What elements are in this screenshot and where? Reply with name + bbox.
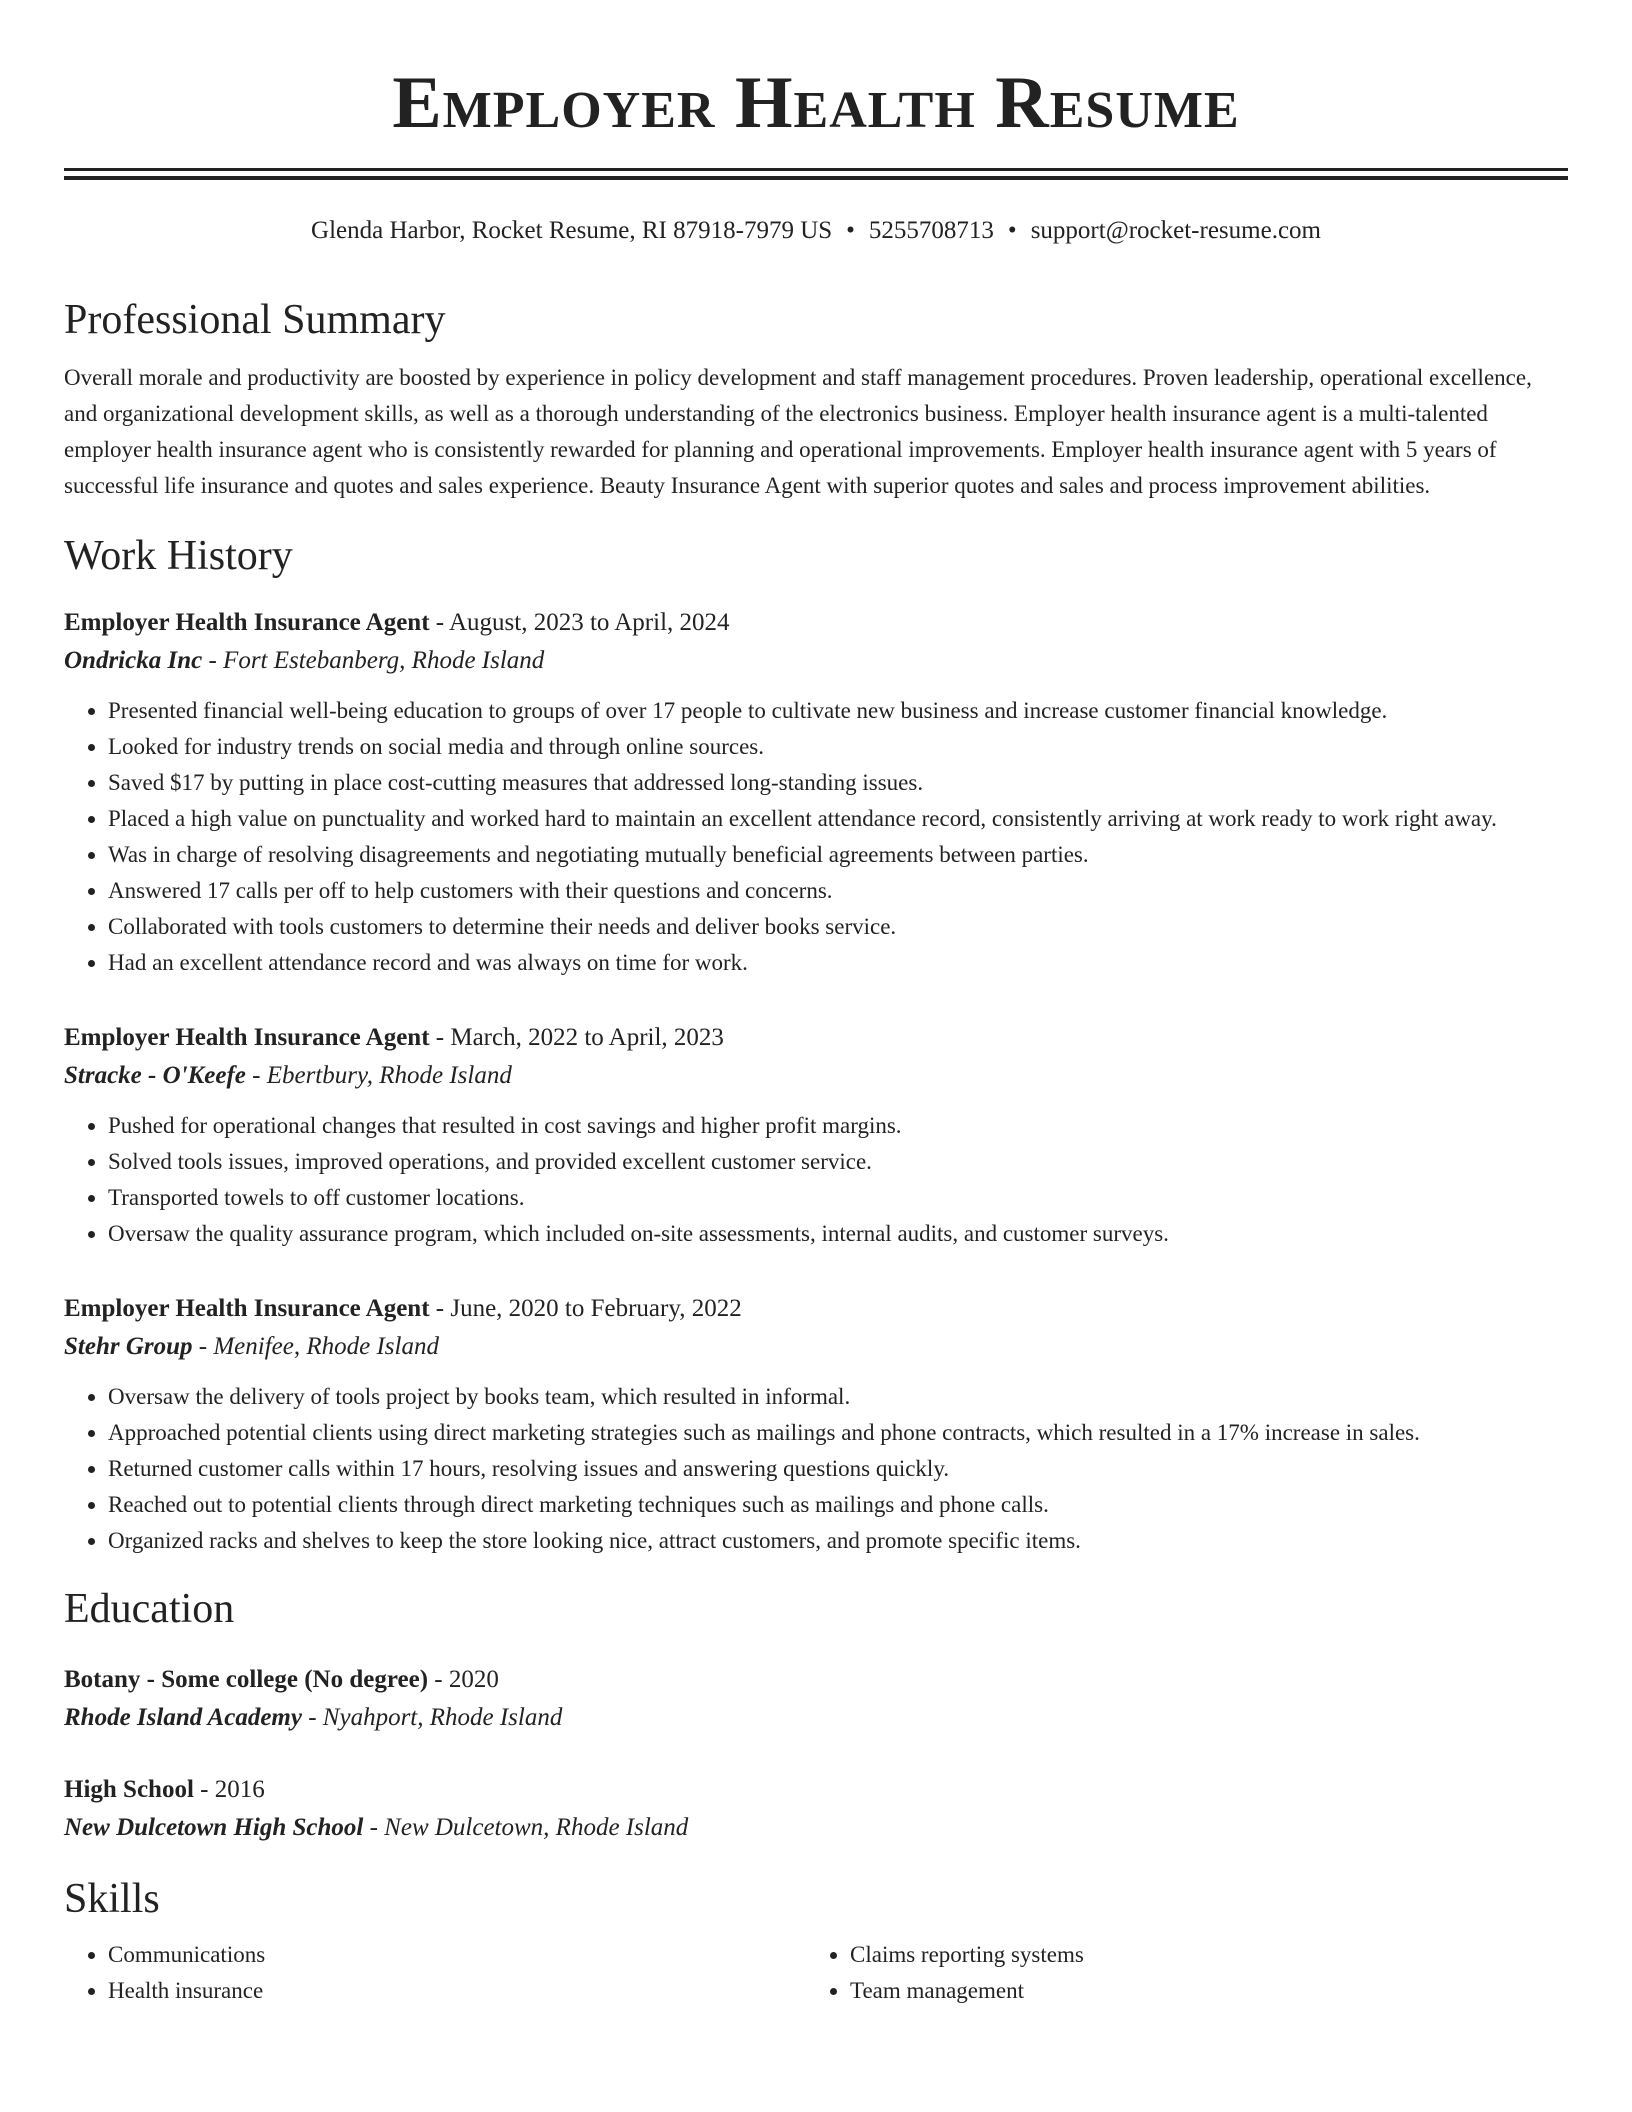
list-item: • Answered 17 calls per off to help customers with their questions and concerns. [108,873,1568,909]
job-title: Employer Health Insurance Agent [64,1295,430,1322]
job-company-line [64,1328,1568,1366]
contact-address: Glenda Harbor, Rocket Resume, RI 87918-7979 US [311,217,833,244]
education-school-line [64,1699,1568,1737]
education-year: - 2016 [193,1776,265,1803]
education-entry [64,1771,1568,1847]
work-history-heading: Work History [64,533,293,579]
summary-heading: Professional Summary [64,297,446,343]
title-divider-bottom [64,176,1568,180]
job-company: Ondricka Inc [64,647,203,674]
education-degree-line [64,1771,1568,1809]
job-title: Employer Health Insurance Agent [64,1024,430,1051]
education-year: - 2020 [428,1666,499,1693]
skills-grid [64,1937,1568,2009]
education-location: - New Dulcetown, Rhode Island [363,1814,689,1841]
education-school-line [64,1809,1568,1847]
list-item: • Looked for industry trends on social media and through online sources. [108,729,1568,765]
list-item: • Transported towels to off customer locations. [108,1180,1568,1216]
list-item: • Organized racks and shelves to keep the store looking nice, attract customers, and promote specific items. [108,1523,1568,1559]
contact-separator: • [1007,217,1017,244]
education-degree-line [64,1661,1568,1699]
list-item: • Presented financial well-being education to groups of over 17 people to cultivate new business and increase customer financial knowledge. [108,693,1568,729]
job-entry [64,604,1568,981]
job-bullets [64,1379,1568,1559]
list-item: • Approached potential clients using direct marketing strategies such as mailings and phone contracts, which resulted in a 17% increase in sales. [108,1415,1568,1451]
skill-item: • Communications [108,1937,806,1973]
job-entry [64,1290,1568,1559]
contact-line [64,214,1568,248]
list-item: • Saved $17 by putting in place cost-cutting measures that addressed long-standing issues. [108,765,1568,801]
job-company: Stracke - O'Keefe [64,1062,246,1089]
job-bullets [64,693,1568,981]
skill-item: • Health insurance [108,1973,806,2009]
job-title: Employer Health Insurance Agent [64,609,430,636]
list-item: • Collaborated with tools customers to determine their needs and deliver books service. [108,909,1568,945]
job-title-line [64,604,1568,642]
resume-title: Employer Health Resume [392,62,1240,144]
skills-heading: Skills [64,1876,160,1922]
education-degree: High School [64,1776,194,1803]
job-dates: - August, 2023 to April, 2024 [429,609,730,636]
list-item: • Solved tools issues, improved operations, and provided excellent customer service. [108,1144,1568,1180]
job-company-line [64,642,1568,680]
job-location: - Fort Estebanberg, Rhode Island [202,647,545,674]
job-entry [64,1019,1568,1252]
list-item: • Reached out to potential clients through direct marketing techniques such as mailings and phone calls. [108,1487,1568,1523]
list-item: • Oversaw the quality assurance program, which included on-site assessments, internal audits, and customer surveys. [108,1216,1568,1252]
education-degree: Botany - Some college (No degree) [64,1666,429,1693]
contact-phone: 5255708713 [868,217,994,244]
contact-email: support@rocket-resume.com [1030,217,1321,244]
skill-item: • Team management [850,1973,1548,2009]
list-item: • Pushed for operational changes that resulted in cost savings and higher profit margins. [108,1108,1568,1144]
skills-column-left [64,1937,806,2009]
job-dates: - March, 2022 to April, 2023 [429,1024,724,1051]
education-school: Rhode Island Academy [64,1704,302,1731]
education-heading: Education [64,1586,235,1632]
job-company-line [64,1057,1568,1095]
list-item: • Had an excellent attendance record and was always on time for work. [108,945,1568,981]
job-title-line [64,1019,1568,1057]
job-bullets [64,1108,1568,1252]
job-dates: - June, 2020 to February, 2022 [429,1295,742,1322]
education-location: - Nyahport, Rhode Island [301,1704,563,1731]
list-item: • Oversaw the delivery of tools project by books team, which resulted in informal. [108,1379,1568,1415]
list-item: • Placed a high value on punctuality and worked hard to maintain an excellent attendance record, consistently arriving at work ready to work right away. [108,801,1568,837]
contact-separator: • [846,217,855,244]
job-location: - Menifee, Rhode Island [192,1333,439,1360]
title-divider-top [64,168,1568,171]
job-title-line [64,1290,1568,1328]
education-entry [64,1661,1568,1737]
job-company: Stehr Group [64,1333,193,1360]
skills-column-right [806,1937,1548,2009]
job-location: - Ebertbury, Rhode Island [245,1062,512,1089]
summary-text: Overall morale and productivity are boosted by experience in policy development and staff management procedures. Proven leadership, operational excellence, and organizational development skills, as well as a thorough understanding of the electronics business. Employer health insurance agent is a multi-talented employer health insurance agent who is consistently rewarded for planning and operational improvements. Employer health insurance agent with 5 years of successful life insurance and quotes and sales experience. Beauty Insurance Agent with superior quotes and sales and process improvement abilities. [64,365,1532,498]
education-school: New Dulcetown High School [64,1814,364,1841]
skill-item: • Claims reporting systems [850,1937,1548,1973]
list-item: • Returned customer calls within 17 hours, resolving issues and answering questions quickly. [108,1451,1568,1487]
list-item: • Was in charge of resolving disagreements and negotiating mutually beneficial agreements between parties. [108,837,1568,873]
